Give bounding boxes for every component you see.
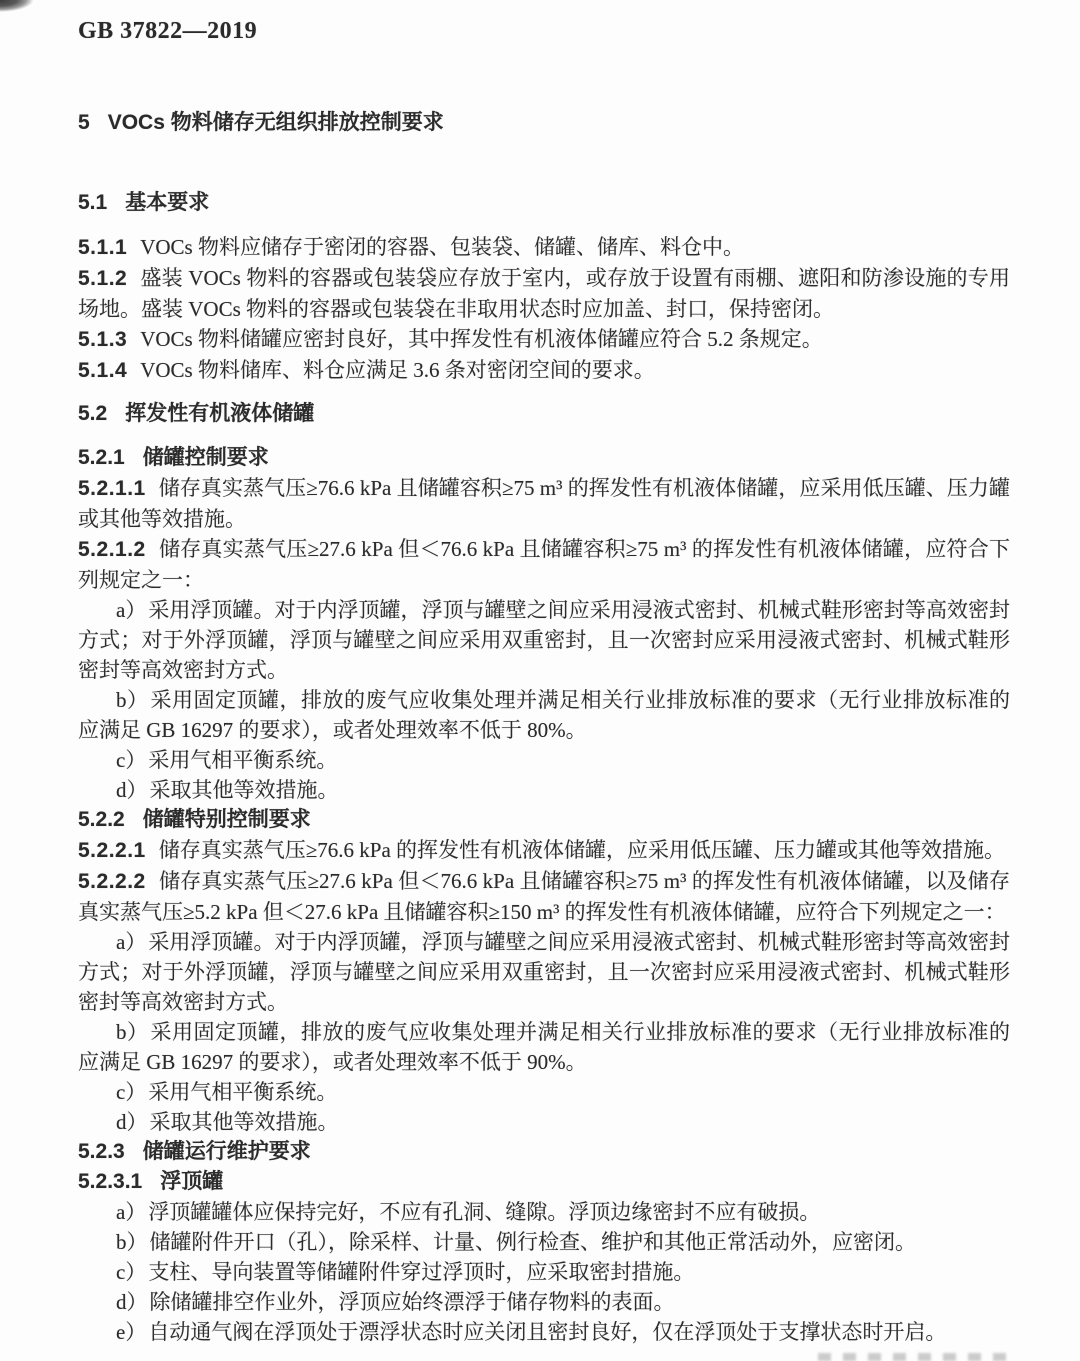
section-heading (78, 188, 1010, 218)
clause-text: VOCs 物料储库、料仓应满足 3.6 条对密闭空间的要求。 (140, 358, 655, 382)
clause-number: 5.1.1 (78, 236, 128, 259)
clause-number: 5.2.1.2 (78, 538, 146, 561)
clause-text: 采取其他等效措施。 (149, 778, 339, 802)
document-body (78, 108, 1010, 1347)
clause-number: d） (116, 778, 148, 802)
clause-number: 5.1.4 (78, 359, 128, 382)
clause-number: c） (116, 1260, 147, 1284)
clause-text: 支柱、导向装置等储罐附件穿过浮顶时，应采取密封措施。 (148, 1260, 695, 1284)
clause-paragraph (78, 232, 1010, 263)
clause-text: 储罐附件开口（孔），除采样、计量、例行检查、维护和其他正常活动外，应密闭。 (149, 1230, 916, 1254)
section-heading (78, 108, 1010, 138)
clause-paragraph (78, 355, 1010, 386)
clause-number: 5.2.2 (78, 808, 125, 831)
clause-text: 储罐控制要求 (142, 446, 269, 469)
list-item (78, 1107, 1010, 1137)
section-heading (78, 805, 1010, 835)
clause-text: 储罐运行维护要求 (142, 1140, 311, 1163)
section-heading (78, 399, 1010, 429)
clause-number: 5.2.2.2 (78, 870, 146, 893)
clause-text: 采用固定顶罐，排放的废气应收集处理并满足相关行业排放标准的要求（无行业排放标准的应满足 GB 16297 的要求），或者处理效率不低于 90%。 (78, 1020, 1010, 1074)
list-item (78, 1077, 1010, 1107)
list-item (78, 927, 1010, 1017)
clause-text: VOCs 物料应储存于密闭的容器、包装袋、储罐、储库、料仓中。 (140, 235, 744, 259)
clause-paragraph (78, 324, 1010, 355)
clause-number: 5.2.3.1 (78, 1170, 143, 1193)
clause-text: VOCs 物料储存无组织排放控制要求 (107, 111, 444, 134)
clause-number: 5.1 (78, 191, 108, 214)
document-content (78, 16, 1010, 1347)
clause-number: b） (116, 1230, 148, 1254)
list-item (78, 1287, 1010, 1317)
clause-text: 浮顶罐罐体应保持完好，不应有孔洞、缝隙。浮顶边缘密封不应有破损。 (148, 1200, 821, 1224)
section-heading (78, 443, 1010, 473)
clause-number: a） (116, 1200, 147, 1224)
clause-number: d） (116, 1290, 148, 1314)
list-item (78, 745, 1010, 775)
clause-text: 基本要求 (125, 191, 210, 214)
clause-number: a） (116, 598, 147, 622)
clause-paragraph (78, 835, 1010, 866)
clause-paragraph (78, 534, 1010, 595)
clause-text: 储存真实蒸气压≥27.6 kPa 但＜76.6 kPa 且储罐容积≥75 m³ 的挥发性有机液体储罐，以及储存真实蒸气压≥5.2 kPa 但＜27.6 kPa 且储罐容积≥150 m³ 的挥发性有机液体储罐，应符合下列规定之一： (78, 869, 1010, 924)
standard-code: GB 37822—2019 (78, 18, 258, 44)
clause-number: 5 (78, 111, 90, 134)
clause-number: b） (116, 688, 149, 712)
list-item (78, 775, 1010, 805)
clause-paragraph (78, 473, 1010, 534)
clause-number: a） (116, 930, 147, 954)
list-item (78, 1317, 1010, 1347)
list-item (78, 1257, 1010, 1287)
clause-text: 储存真实蒸气压≥76.6 kPa 的挥发性有机液体储罐，应采用低压罐、压力罐或其他等效措施。 (158, 838, 1006, 862)
clause-number: b） (116, 1020, 149, 1044)
clause-text: 盛装 VOCs 物料的容器或包装袋应存放于室内，或存放于设置有雨棚、遮阳和防渗设施的专用场地。盛装 VOCs 物料的容器或包装袋在非取用状态时应加盖、封口，保持密闭。 (78, 266, 1010, 321)
section-heading (78, 1137, 1010, 1167)
clause-number: e） (116, 1320, 147, 1344)
clause-text: 采用固定顶罐，排放的废气应收集处理并满足相关行业排放标准的要求（无行业排放标准的应满足 GB 16297 的要求），或者处理效率不低于 80%。 (78, 688, 1010, 742)
clause-number: c） (116, 748, 147, 772)
clause-text: 采用气相平衡系统。 (148, 748, 338, 772)
clause-paragraph (78, 263, 1010, 324)
clause-number: 5.2.1.1 (78, 477, 146, 500)
list-item (78, 1197, 1010, 1227)
clause-text: 采用气相平衡系统。 (148, 1080, 338, 1104)
clause-number: 5.2.3 (78, 1140, 125, 1163)
list-item (78, 1017, 1010, 1077)
clause-text: 储存真实蒸气压≥76.6 kPa 且储罐容积≥75 m³ 的挥发性有机液体储罐，应采用低压罐、压力罐或其他等效措施。 (78, 476, 1010, 531)
clause-text: 储存真实蒸气压≥27.6 kPa 但＜76.6 kPa 且储罐容积≥75 m³ 的挥发性有机液体储罐，应符合下列规定之一： (78, 537, 1010, 592)
clause-text: 除储罐排空作业外，浮顶应始终漂浮于储存物料的表面。 (149, 1290, 675, 1314)
clause-number: c） (116, 1080, 147, 1104)
cutoff-next-line-artifact (818, 1353, 1014, 1361)
clause-text: 采用浮顶罐。对于内浮顶罐，浮顶与罐壁之间应采用浸液式密封、机械式鞋形密封等高效密封方式；对于外浮顶罐，浮顶与罐壁之间应采用双重密封，且一次密封应采用浸液式密封、机械式鞋形密封等高效密封方式。 (78, 598, 1010, 682)
clause-text: VOCs 物料储罐应密封良好，其中挥发性有机液体储罐应符合 5.2 条规定。 (140, 327, 823, 351)
list-item (78, 1227, 1010, 1257)
clause-number: d） (116, 1110, 148, 1134)
clause-text: 自动通气阀在浮顶处于漂浮状态时应关闭且密封良好，仅在浮顶处于支撑状态时开启。 (148, 1320, 947, 1344)
clause-number: 5.2.1 (78, 446, 125, 469)
clause-text: 采取其他等效措施。 (149, 1110, 339, 1134)
scan-corner-smudge (0, 0, 42, 15)
clause-text: 挥发性有机液体储罐 (125, 402, 315, 425)
clause-number: 5.1.2 (78, 267, 128, 290)
clause-number: 5.1.3 (78, 328, 128, 351)
list-item (78, 685, 1010, 745)
clause-text: 采用浮顶罐。对于内浮顶罐，浮顶与罐壁之间应采用浸液式密封、机械式鞋形密封等高效密封方式；对于外浮顶罐，浮顶与罐壁之间应采用双重密封，且一次密封应采用浸液式密封、机械式鞋形密封等高效密封方式。 (78, 930, 1010, 1014)
clause-text: 储罐特别控制要求 (142, 808, 311, 831)
clause-number: 5.2.2.1 (78, 839, 146, 862)
clause-paragraph (78, 866, 1010, 927)
clause-number: 5.2 (78, 402, 108, 425)
clause-text: 浮顶罐 (160, 1170, 224, 1193)
list-item (78, 595, 1010, 685)
section-heading (78, 1167, 1010, 1197)
